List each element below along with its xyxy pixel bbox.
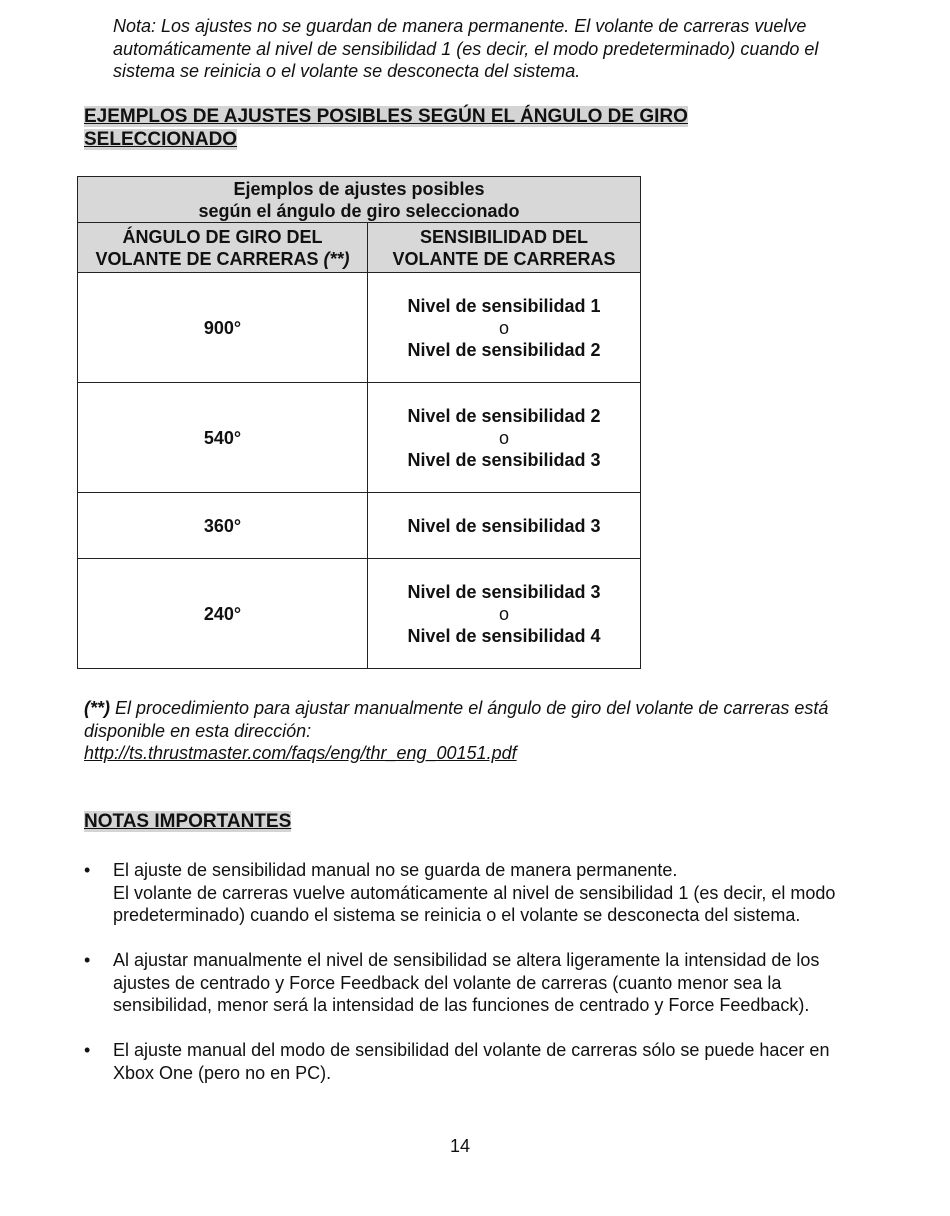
sensitivity-level: Nivel de sensibilidad 3: [407, 581, 601, 602]
table-header-row: [78, 223, 641, 273]
list-item: [84, 949, 854, 1017]
sensitivity-level: Nivel de sensibilidad 3: [407, 515, 601, 536]
table-caption-line-2: según el ángulo de giro seleccionado: [198, 200, 520, 221]
list-item-text: El ajuste manual del modo de sensibilidad del volante de carreras sólo se puede hacer en Xbox One (pero no en PC).: [113, 1040, 830, 1083]
section-title-examples: [84, 105, 784, 151]
list-item-text: Al ajustar manualmente el nivel de sensibilidad se altera ligeramente la intensidad de los ajustes de centrado y Force Feedback del volante de carreras (cuanto menor sea la sensibilidad, menor será la intensidad de las funciones de centrado y Force Feedback).: [113, 950, 820, 1015]
footnote-link[interactable]: http://ts.thrustmaster.com/faqs/eng/thr_eng_00151.pdf: [84, 743, 517, 763]
table-row: [78, 559, 641, 669]
header-sensitivity-line-1: SENSIBILIDAD DEL: [419, 226, 588, 247]
sensitivity-cell: [368, 383, 641, 493]
connector-text: o: [498, 427, 509, 448]
header-sensitivity-line-2: VOLANTE DE CARRERAS: [392, 248, 616, 269]
angle-cell: 900°: [78, 273, 368, 383]
table-row: [78, 493, 641, 559]
sensitivity-level: Nivel de sensibilidad 4: [407, 625, 601, 646]
section-title-notes: [84, 810, 291, 833]
angle-cell: 240°: [78, 559, 368, 669]
section-title-line-1: EJEMPLOS DE AJUSTES POSIBLES SEGÚN EL ÁNGULO DE GIRO: [84, 106, 688, 127]
sensitivity-cell: [368, 273, 641, 383]
sensitivity-level: Nivel de sensibilidad 3: [407, 449, 601, 470]
section-title-notes-text: NOTAS IMPORTANTES: [84, 811, 292, 832]
important-notes-list: [84, 859, 854, 1107]
sensitivity-level: Nivel de sensibilidad 2: [407, 339, 601, 360]
sensitivity-table: [77, 176, 641, 669]
header-angle-line-1: ÁNGULO DE GIRO DEL: [122, 226, 323, 247]
connector-text: o: [498, 603, 509, 624]
footnote-text: El procedimiento para ajustar manualmente el ángulo de giro del volante de carreras está disponible en esta dirección:: [84, 698, 829, 741]
table-caption: [78, 177, 641, 223]
sensitivity-cell: [368, 559, 641, 669]
footnote-mark: (**): [84, 698, 110, 718]
bullet-icon: •: [84, 950, 91, 970]
header-angle: [78, 223, 368, 273]
sensitivity-cell: [368, 493, 641, 559]
table-row: [78, 273, 641, 383]
section-title-line-2: SELECCIONADO: [84, 129, 238, 150]
sensitivity-level: Nivel de sensibilidad 1: [407, 295, 601, 316]
sensitivity-level: Nivel de sensibilidad 2: [407, 405, 601, 426]
connector-text: o: [498, 317, 509, 338]
bullet-icon: •: [84, 860, 91, 880]
footnote: [84, 697, 864, 765]
page-number: 14: [449, 1136, 471, 1156]
list-item-text: El volante de carreras vuelve automáticamente al nivel de sensibilidad 1 (es decir, el modo predeterminado) cuando el sistema se reinicia o el volante se desconecta del sistema.: [113, 882, 836, 925]
list-item: [84, 859, 854, 927]
header-angle-mark: (**): [323, 248, 350, 269]
list-item: [84, 1039, 854, 1084]
table-row: [78, 383, 641, 493]
settings-note: Nota: Los ajustes no se guardan de manera permanente. El volante de carreras vuelve automáticamente al nivel de sensibilidad 1 (es decir, el modo predeterminado) cuando el sistema se reinicia o el volante se desconecta del sistema.: [113, 16, 819, 81]
bullet-icon: •: [84, 1040, 91, 1060]
table-caption-line-1: Ejemplos de ajustes posibles: [233, 178, 485, 199]
list-item-text: El ajuste de sensibilidad manual no se guarda de manera permanente.: [113, 860, 678, 880]
angle-cell: 360°: [78, 493, 368, 559]
table-caption-row: [78, 177, 641, 223]
header-sensitivity: [368, 223, 641, 273]
angle-cell: 540°: [78, 383, 368, 493]
header-angle-line-2: VOLANTE DE CARRERAS: [95, 248, 324, 269]
